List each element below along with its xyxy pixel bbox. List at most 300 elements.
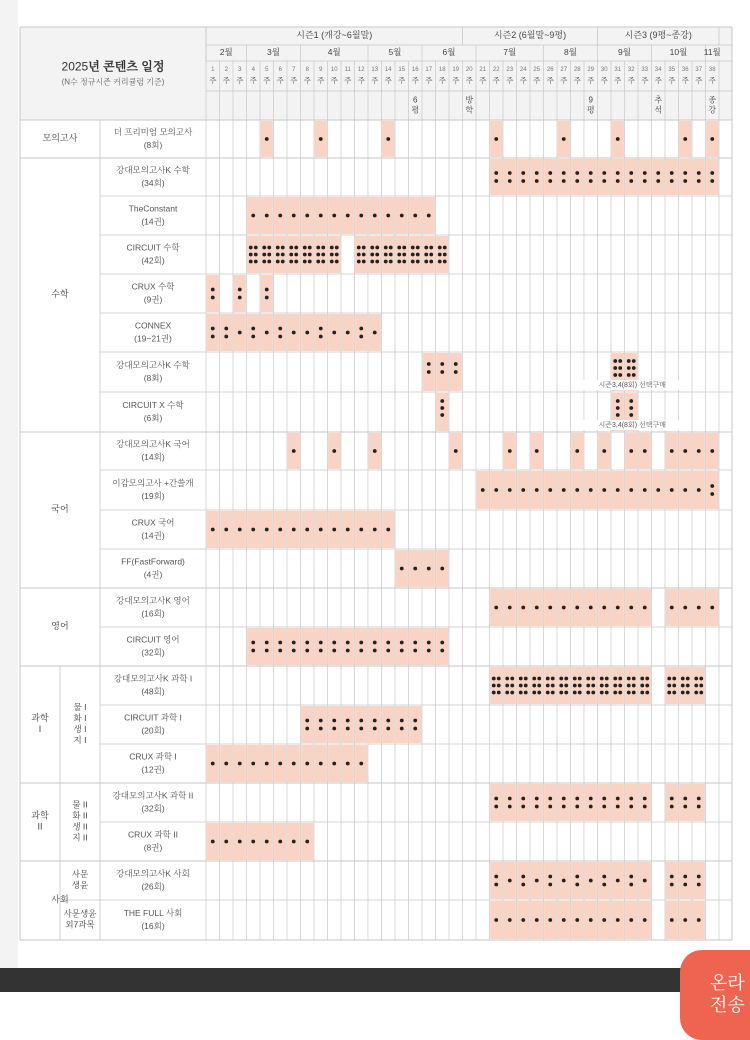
schedule-dot-r14-w23-0 xyxy=(505,677,509,681)
schedule-cell-r17-w36 xyxy=(679,784,691,821)
schedule-dot-r13-w15-0 xyxy=(400,641,404,645)
schedule-cell-r19-w37 xyxy=(693,862,705,899)
schedule-dot-r3-w9-4 xyxy=(316,260,320,264)
schedule-dot-r3-w13-0 xyxy=(370,246,374,250)
week-label-33: 주 xyxy=(641,75,649,85)
schedule-dot-r5-w11-0 xyxy=(346,331,350,335)
schedule-dot-r16-w8-0 xyxy=(305,762,309,766)
schedule-dot-r14-w25-0 xyxy=(532,677,536,681)
row-title-7: 강대모의고사K 수학 xyxy=(116,360,190,371)
week-number-36: 36 xyxy=(681,66,689,73)
schedule-dot-r7-w31-0 xyxy=(616,399,620,403)
season-header-1: 시즌1 (개강~6월말) xyxy=(296,30,373,41)
schedule-dot-r3-w7-5 xyxy=(294,260,298,264)
schedule-dot-r3-w16-5 xyxy=(416,260,420,264)
schedule-dot-r13-w12-1 xyxy=(359,649,363,653)
schedule-dot-r14-w25-4 xyxy=(532,691,536,695)
schedule-dot-r3-w12-2 xyxy=(357,253,361,257)
schedule-dot-r19-w37-0 xyxy=(697,875,701,879)
schedule-dot-r18-w3-0 xyxy=(238,840,242,844)
schedule-dot-r14-w22-4 xyxy=(492,691,496,695)
schedule-cell-r19-w22 xyxy=(490,862,502,899)
schedule-dot-r14-w24-3 xyxy=(524,684,528,688)
schedule-dot-r9-w24-0 xyxy=(521,488,525,492)
schedule-dot-r14-w28-4 xyxy=(573,691,577,695)
schedule-dot-r6-w31-0 xyxy=(613,359,617,363)
schedule-dot-r19-w24-0 xyxy=(521,875,525,879)
row-count-7: (8회) xyxy=(143,373,163,384)
week-number-4: 4 xyxy=(251,66,255,73)
schedule-dot-r17-w31-0 xyxy=(616,797,620,801)
schedule-dot-r5-w2-0 xyxy=(224,327,228,331)
schedule-dot-r6-w32-4 xyxy=(627,373,631,377)
schedule-cell-r13-w12 xyxy=(355,628,367,665)
schedule-cell-r17-w27 xyxy=(558,784,570,821)
schedule-cell-r13-w4 xyxy=(247,628,259,665)
schedule-dot-r3-w7-3 xyxy=(294,253,298,257)
schedule-dot-r19-w37-1 xyxy=(697,883,701,887)
schedule-dot-r1-w37-1 xyxy=(697,179,701,183)
schedule-cell-r13-w15 xyxy=(396,628,408,665)
schedule-dot-r1-w26-1 xyxy=(548,179,552,183)
schedule-cell-r19-w35 xyxy=(666,862,678,899)
row-count-15: (48회) xyxy=(141,686,165,697)
schedule-dot-r14-w27-2 xyxy=(559,684,563,688)
week-label-36: 주 xyxy=(681,75,689,85)
week-label-16: 주 xyxy=(411,75,419,85)
schedule-dot-r4-w1-0 xyxy=(211,288,215,292)
week-number-1: 1 xyxy=(211,66,215,73)
schedule-dot-r18-w4-0 xyxy=(251,840,255,844)
schedule-dot-r17-w37-0 xyxy=(697,797,701,801)
schedule-dot-r14-w35-0 xyxy=(667,677,671,681)
schedule-cell-r17-w37 xyxy=(693,784,705,821)
schedule-dot-r14-w28-0 xyxy=(573,677,577,681)
schedule-dot-r2-w13-0 xyxy=(373,214,377,218)
schedule-dot-r3-w10-4 xyxy=(330,260,334,264)
schedule-dot-r13-w7-1 xyxy=(292,649,296,653)
schedule-dot-r14-w28-3 xyxy=(578,684,582,688)
schedule-dot-r11-w15-0 xyxy=(400,567,404,571)
schedule-dot-r6-w32-3 xyxy=(632,366,636,370)
schedule-dot-r1-w36-1 xyxy=(683,179,687,183)
schedule-dot-r3-w13-4 xyxy=(370,260,374,264)
schedule-dot-r14-w28-2 xyxy=(573,684,577,688)
schedule-dot-r14-w36-2 xyxy=(681,684,685,688)
schedule-dot-r3-w13-5 xyxy=(375,260,379,264)
schedule-cell-r17-w24 xyxy=(517,784,529,821)
month-header-4: 5월 xyxy=(388,47,402,58)
schedule-dot-r8-w13-0 xyxy=(373,449,377,453)
schedule-dot-r2-w10-0 xyxy=(332,214,336,218)
category-6: 과학 II xyxy=(31,810,49,832)
week-number-11: 11 xyxy=(344,66,351,73)
schedule-cell-r4-w5 xyxy=(261,275,273,312)
schedule-dot-r3-w5-3 xyxy=(267,253,271,257)
schedule-dot-r16-w7-0 xyxy=(292,762,296,766)
schedule-dot-r6-w32-0 xyxy=(627,359,631,363)
week-number-31: 31 xyxy=(614,66,622,73)
schedule-dot-r5-w9-0 xyxy=(319,327,323,331)
schedule-dot-r20-w31-0 xyxy=(616,918,620,922)
schedule-dot-r14-w24-4 xyxy=(519,691,523,695)
row-count-2: (34회) xyxy=(141,178,165,189)
schedule-dot-r3-w8-3 xyxy=(308,253,312,257)
schedule-dot-r17-w31-1 xyxy=(616,805,620,809)
schedule-dot-r3-w14-1 xyxy=(389,246,393,250)
category-1: 모의고사 xyxy=(42,133,78,144)
schedule-dot-r13-w15-1 xyxy=(400,649,404,653)
schedule-dot-r3-w15-4 xyxy=(397,260,401,264)
week-number-23: 23 xyxy=(506,66,514,73)
week-number-29: 29 xyxy=(587,66,595,73)
week-number-6: 6 xyxy=(278,66,282,73)
schedule-dot-r9-w30-0 xyxy=(602,488,606,492)
schedule-dot-r4-w1-1 xyxy=(211,296,215,300)
row-title-13: 강대모의고사K 영어 xyxy=(116,595,190,606)
schedule-dot-r3-w13-2 xyxy=(370,253,374,257)
event-label-1: 6 평 xyxy=(411,95,420,115)
row-title-12: FF(FastForward) xyxy=(121,556,185,567)
schedule-dot-r3-w18-1 xyxy=(443,246,447,250)
schedule-dot-r15-w8-0 xyxy=(305,719,309,723)
schedule-dot-r15-w15-1 xyxy=(400,727,404,731)
row-count-4: (42회) xyxy=(141,255,165,266)
schedule-dot-r3-w16-3 xyxy=(416,253,420,257)
row-count-13: (16회) xyxy=(141,608,165,619)
schedule-dot-r1-w24-0 xyxy=(521,171,525,175)
schedule-dot-r3-w17-1 xyxy=(429,246,433,250)
week-label-18: 주 xyxy=(438,75,446,85)
schedule-dot-r14-w23-5 xyxy=(510,691,514,695)
schedule-dot-r14-w25-5 xyxy=(537,691,541,695)
schedule-dot-r12-w22-0 xyxy=(494,606,498,610)
schedule-dot-r20-w25-0 xyxy=(535,918,539,922)
schedule-dot-r2-w6-0 xyxy=(278,214,282,218)
schedule-dot-r19-w33-0 xyxy=(643,879,647,883)
schedule-dot-r17-w22-0 xyxy=(494,797,498,801)
schedule-dot-r14-w33-2 xyxy=(640,684,644,688)
schedule-dot-r18-w5-0 xyxy=(265,840,269,844)
schedule-dot-r16-w12-0 xyxy=(359,762,363,766)
row-count-17: (12권) xyxy=(141,764,165,775)
schedule-dot-r1-w33-0 xyxy=(643,171,647,175)
schedule-dot-r12-w36-0 xyxy=(683,606,687,610)
week-label-25: 주 xyxy=(533,75,541,85)
row-count-16: (20회) xyxy=(141,725,165,736)
week-label-11: 주 xyxy=(344,75,352,85)
schedule-dot-r14-w27-4 xyxy=(559,691,563,695)
schedule-dot-r12-w23-0 xyxy=(508,606,512,610)
week-label-19: 주 xyxy=(452,75,460,85)
schedule-dot-r9-w29-0 xyxy=(589,488,593,492)
schedule-dot-r3-w4-2 xyxy=(249,253,253,257)
week-number-24: 24 xyxy=(519,66,527,73)
week-number-3: 3 xyxy=(238,66,242,73)
schedule-dot-r11-w16-0 xyxy=(413,567,417,571)
schedule-dot-r17-w32-0 xyxy=(629,797,633,801)
schedule-dot-r17-w25-0 xyxy=(535,797,539,801)
schedule-dot-r8-w23-0 xyxy=(508,449,512,453)
schedule-dot-r14-w32-5 xyxy=(632,691,636,695)
schedule-cell-r17-w29 xyxy=(585,784,597,821)
schedule-dot-r14-w26-3 xyxy=(551,684,555,688)
week-label-13: 주 xyxy=(371,75,379,85)
week-number-33: 33 xyxy=(641,66,649,73)
schedule-dot-r14-w22-5 xyxy=(497,691,501,695)
week-number-5: 5 xyxy=(265,66,269,73)
schedule-dot-r17-w28-1 xyxy=(575,805,579,809)
schedule-dot-r14-w30-4 xyxy=(600,691,604,695)
schedule-cell-r1-w32 xyxy=(625,159,637,195)
schedule-dot-r12-w35-0 xyxy=(670,606,674,610)
schedule-dot-r1-w34-0 xyxy=(656,171,660,175)
schedule-dot-r14-w22-3 xyxy=(497,684,501,688)
schedule-dot-r14-w32-3 xyxy=(632,684,636,688)
schedule-dot-r14-w25-2 xyxy=(532,684,536,688)
schedule-dot-r3-w4-3 xyxy=(254,253,258,257)
schedule-dot-r4-w5-1 xyxy=(265,296,269,300)
schedule-dot-r3-w14-0 xyxy=(384,246,388,250)
subcategory-1: 물 I 화 I 생 I 지 I xyxy=(73,702,87,746)
schedule-dot-r12-w26-0 xyxy=(548,606,552,610)
schedule-dot-r10-w2-0 xyxy=(224,528,228,532)
schedule-dot-r14-w36-0 xyxy=(681,677,685,681)
row-count-8: (6회) xyxy=(143,413,163,424)
month-header-2: 3월 xyxy=(267,47,280,58)
row-count-6: (19~21권) xyxy=(134,333,172,344)
row-title-18: 강대모의고사K 과학 II xyxy=(112,790,194,801)
schedule-cell-r15-w13 xyxy=(369,706,381,743)
schedule-dot-r14-w31-1 xyxy=(618,677,622,681)
schedule-dot-r14-w33-4 xyxy=(640,691,644,695)
schedule-dot-r3-w14-3 xyxy=(389,253,393,257)
row-title-1: 더 프리미엄 모의고사 xyxy=(113,127,193,138)
schedule-cell-r13-w9 xyxy=(315,628,327,665)
schedule-dot-r14-w36-5 xyxy=(686,691,690,695)
week-number-12: 12 xyxy=(357,66,365,73)
schedule-dot-r14-w31-0 xyxy=(613,677,617,681)
schedule-cell-r13-w13 xyxy=(369,628,381,665)
schedule-dot-r14-w31-2 xyxy=(613,684,617,688)
schedule-cell-r7-w18 xyxy=(436,393,448,431)
schedule-dot-r13-w6-1 xyxy=(278,649,282,653)
schedule-dot-r3-w7-1 xyxy=(294,246,298,250)
month-header-6: 7월 xyxy=(503,47,517,58)
schedule-dot-r1-w25-1 xyxy=(535,179,539,183)
schedule-dot-r9-w22-0 xyxy=(494,488,498,492)
schedule-dot-r3-w14-5 xyxy=(389,260,393,264)
schedule-dot-r14-w37-4 xyxy=(694,691,698,695)
schedule-dot-r0-w38-0 xyxy=(710,137,714,141)
schedule-dot-r14-w25-1 xyxy=(537,677,541,681)
schedule-cell-r1-w37 xyxy=(693,159,705,195)
schedule-dot-r15-w14-1 xyxy=(386,727,390,731)
week-label-8: 주 xyxy=(303,75,311,85)
schedule-dot-r5-w4-1 xyxy=(251,335,255,339)
schedule-dot-r3-w5-2 xyxy=(262,253,266,257)
schedule-dot-r0-w14-0 xyxy=(386,137,390,141)
schedule-dot-r8-w36-0 xyxy=(683,449,687,453)
schedule-dot-r17-w24-0 xyxy=(521,797,525,801)
schedule-dot-r8-w30-0 xyxy=(602,449,606,453)
schedule-dot-r2-w5-0 xyxy=(265,214,269,218)
schedule-dot-r5-w9-1 xyxy=(319,335,323,339)
schedule-dot-r13-w13-1 xyxy=(373,649,377,653)
schedule-dot-r4-w3-0 xyxy=(238,288,242,292)
month-header-10: 11월 xyxy=(703,47,721,58)
week-number-35: 35 xyxy=(668,66,676,73)
schedule-dot-r13-w16-0 xyxy=(413,641,417,645)
schedule-dot-r14-w27-1 xyxy=(564,677,568,681)
week-label-27: 주 xyxy=(560,75,568,85)
schedule-dot-r9-w26-0 xyxy=(548,488,552,492)
schedule-dot-r14-w35-4 xyxy=(667,691,671,695)
schedule-dot-r13-w18-0 xyxy=(440,641,444,645)
schedule-dot-r20-w27-0 xyxy=(562,918,566,922)
schedule-cell-r1-w29 xyxy=(585,159,597,195)
week-label-37: 주 xyxy=(695,75,703,85)
week-label-30: 주 xyxy=(600,75,608,85)
schedule-dot-r17-w37-1 xyxy=(697,805,701,809)
schedule-dot-r2-w7-0 xyxy=(292,214,296,218)
schedule-dot-r3-w7-0 xyxy=(289,246,293,250)
schedule-dot-r14-w24-2 xyxy=(519,684,523,688)
schedule-dot-r3-w6-4 xyxy=(276,260,280,264)
schedule-dot-r3-w18-2 xyxy=(438,253,442,257)
schedule-dot-r17-w26-1 xyxy=(548,805,552,809)
schedule-dot-r7-w18-0 xyxy=(440,399,444,403)
schedule-dot-r5-w6-0 xyxy=(278,327,282,331)
schedule-dot-r3-w7-2 xyxy=(289,253,293,257)
schedule-dot-r0-w9-0 xyxy=(319,137,323,141)
week-number-38: 38 xyxy=(708,66,716,73)
schedule-dot-r10-w5-0 xyxy=(265,528,269,532)
schedule-dot-r11-w18-0 xyxy=(440,567,444,571)
schedule-dot-r12-w31-0 xyxy=(616,606,620,610)
schedule-dot-r1-w34-1 xyxy=(656,179,660,183)
row-title-15: 강대모의고사K 과학 I xyxy=(113,673,193,684)
schedule-dot-r3-w10-3 xyxy=(335,253,339,257)
online-send-button[interactable] xyxy=(680,950,750,1040)
schedule-dot-r19-w30-0 xyxy=(602,875,606,879)
schedule-dot-r3-w15-1 xyxy=(402,246,406,250)
schedule-dot-r17-w30-0 xyxy=(602,797,606,801)
category-2: 수학 xyxy=(51,289,69,300)
schedule-dot-r6-w31-1 xyxy=(618,359,622,363)
schedule-dot-r15-w10-1 xyxy=(332,727,336,731)
schedule-dot-r13-w9-0 xyxy=(319,641,323,645)
row-title-6: CONNEX xyxy=(134,320,172,331)
schedule-dot-r5-w1-0 xyxy=(211,327,215,331)
schedule-dot-r13-w6-0 xyxy=(278,641,282,645)
schedule-dot-r2-w9-0 xyxy=(319,214,323,218)
schedule-dot-r20-w29-0 xyxy=(589,918,593,922)
schedule-cell-r13-w14 xyxy=(382,628,394,665)
schedule-cell-r1-w31 xyxy=(612,159,624,195)
schedule-dot-r14-w29-4 xyxy=(586,691,590,695)
schedule-dot-r9-w37-0 xyxy=(697,488,701,492)
schedule-dot-r18-w8-0 xyxy=(305,840,309,844)
schedule-cell-r17-w31 xyxy=(612,784,624,821)
schedule-dot-r16-w11-0 xyxy=(346,762,350,766)
week-label-10: 주 xyxy=(330,75,338,85)
week-number-13: 13 xyxy=(371,66,379,73)
schedule-dot-r19-w35-0 xyxy=(670,875,674,879)
schedule-dot-r14-w30-3 xyxy=(605,684,609,688)
schedule-dot-r17-w35-0 xyxy=(670,797,674,801)
schedule-dot-r17-w23-0 xyxy=(508,797,512,801)
schedule-dot-r0-w31-0 xyxy=(616,137,620,141)
week-label-9: 주 xyxy=(317,75,325,85)
row-title-19: CRUX 과학 II xyxy=(128,829,178,840)
week-number-25: 25 xyxy=(533,66,541,73)
schedule-dot-r3-w13-1 xyxy=(375,246,379,250)
schedule-dot-r20-w28-0 xyxy=(575,918,579,922)
schedule-dot-r14-w35-2 xyxy=(667,684,671,688)
schedule-dot-r14-w37-1 xyxy=(699,677,703,681)
week-number-20: 20 xyxy=(465,66,473,73)
schedule-dot-r3-w15-0 xyxy=(397,246,401,250)
week-label-24: 주 xyxy=(519,75,527,85)
schedule-dot-r14-w27-5 xyxy=(564,691,568,695)
week-number-27: 27 xyxy=(560,66,568,73)
schedule-dot-r6-w17-0 xyxy=(427,362,431,366)
schedule-dot-r17-w25-1 xyxy=(535,805,539,809)
schedule-dot-r10-w4-0 xyxy=(251,528,255,532)
week-label-12: 주 xyxy=(357,75,365,85)
schedule-dot-r7-w32-0 xyxy=(629,399,633,403)
schedule-cell-r1-w26 xyxy=(544,159,556,195)
week-number-22: 22 xyxy=(492,66,500,73)
schedule-dot-r5-w7-0 xyxy=(292,331,296,335)
schedule-dot-r5-w3-0 xyxy=(238,331,242,335)
schedule-dot-r6-w19-1 xyxy=(454,370,458,374)
schedule-cell-r9-w38 xyxy=(706,471,718,509)
schedule-dot-r14-w22-1 xyxy=(497,677,501,681)
schedule-dot-r3-w6-1 xyxy=(281,246,285,250)
schedule-dot-r14-w22-2 xyxy=(492,684,496,688)
schedule-dot-r17-w30-1 xyxy=(602,805,606,809)
schedule-dot-r3-w5-4 xyxy=(262,260,266,264)
schedule-dot-r14-w23-3 xyxy=(510,684,514,688)
row-title-17: CRUX 과학 I xyxy=(129,751,177,762)
schedule-dot-r1-w29-0 xyxy=(589,171,593,175)
schedule-cell-r15-w10 xyxy=(328,706,340,743)
category-5: 과학 I xyxy=(31,713,49,735)
schedule-cell-r15-w15 xyxy=(396,706,408,743)
schedule-dot-r20-w26-0 xyxy=(548,918,552,922)
schedule-dot-r12-w33-0 xyxy=(643,606,647,610)
row-count-18: (32회) xyxy=(141,803,165,814)
schedule-dot-r15-w16-0 xyxy=(413,719,417,723)
event-label-5: 종 강 xyxy=(708,95,717,115)
schedule-dot-r7-w32-1 xyxy=(629,406,633,410)
schedule-dot-r16-w4-0 xyxy=(251,762,255,766)
schedule-dot-r8-w32-0 xyxy=(629,449,633,453)
week-number-21: 21 xyxy=(479,66,487,73)
schedule-dot-r13-w8-1 xyxy=(305,649,309,653)
schedule-dot-r9-w28-0 xyxy=(575,488,579,492)
month-header-3: 4월 xyxy=(327,47,341,58)
schedule-dot-r10-w6-0 xyxy=(278,528,282,532)
schedule-dot-r15-w13-1 xyxy=(373,727,377,731)
schedule-dot-r20-w23-0 xyxy=(508,918,512,922)
schedule-dot-r13-w11-0 xyxy=(346,641,350,645)
schedule-cell-r13-w17 xyxy=(423,628,435,665)
schedule-dot-r9-w35-0 xyxy=(670,488,674,492)
schedule-dot-r3-w17-0 xyxy=(424,246,428,250)
